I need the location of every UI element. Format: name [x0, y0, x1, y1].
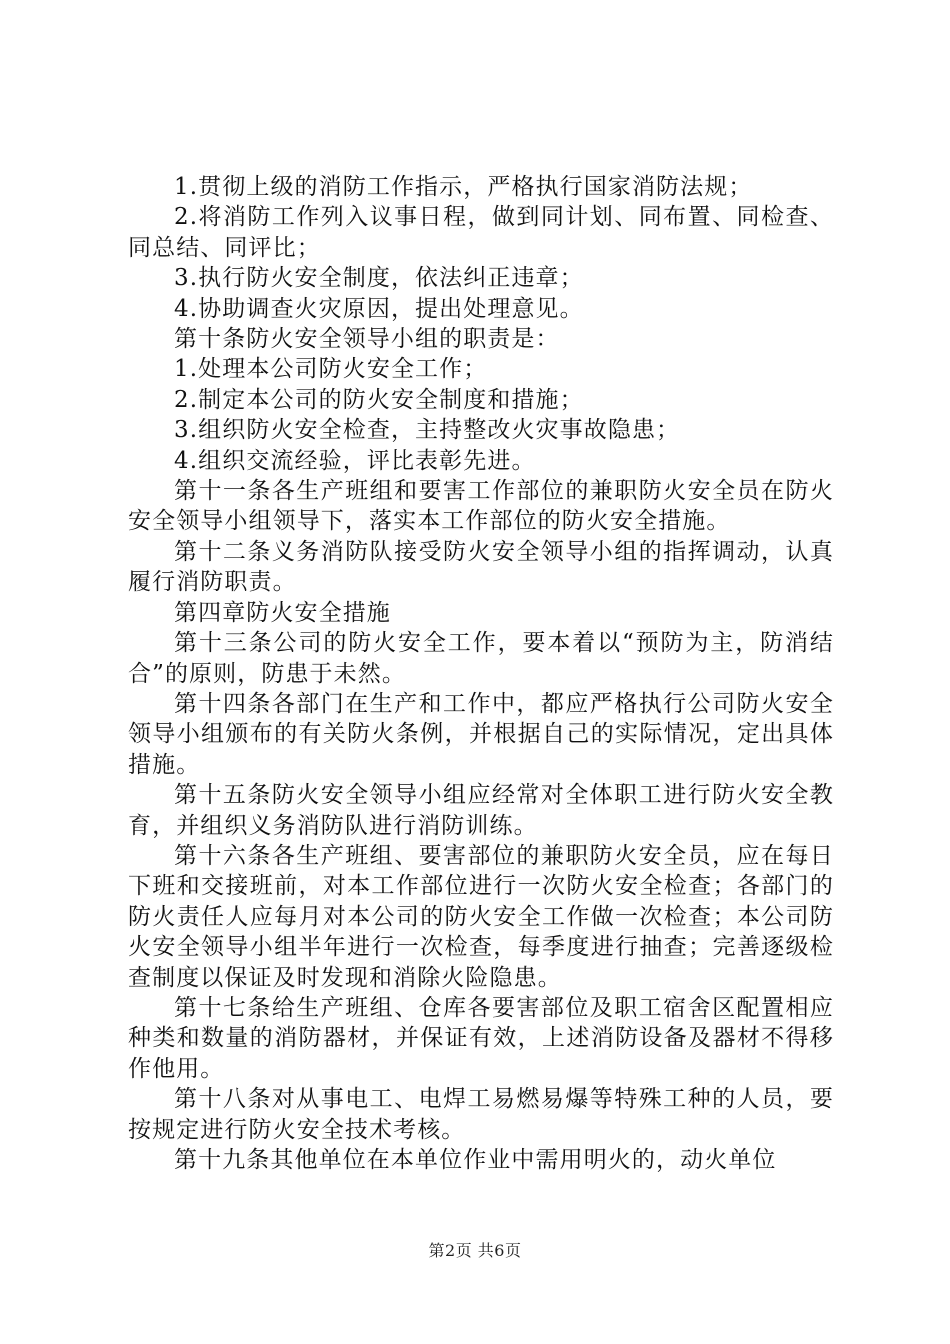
document-body: [128, 172, 834, 1175]
section-heading: 第十条防火安全领导小组的职责是：: [174, 326, 560, 353]
paragraph: 第十八条对从事电工、电焊工易燃易爆等特殊工种的人员，要按规定进行防火安全技术考核。: [128, 1086, 834, 1143]
paragraph: 3.组织防火安全检查，主持整改火灾事故隐患；: [174, 417, 681, 444]
paragraph: 第十四条各部门在生产和工作中，都应严格执行公司防火安全领导小组颁布的有关防火条例，并根据自己的实际情况，定出具体措施。: [128, 690, 834, 778]
paragraph: 2.制定本公司的防火安全制度和措施；: [174, 386, 584, 413]
paragraph: 第十七条给生产班组、仓库各要害部位及职工宿舍区配置相应种类和数量的消防器材，并保证有效，上述消防设备及器材不得移作他用。: [128, 994, 834, 1082]
paragraph: 1.处理本公司防火安全工作；: [174, 356, 488, 383]
paragraph: 第十一条各生产班组和要害工作部位的兼职防火安全员在防火安全领导小组领导下，落实本工作部位的防火安全措施。: [128, 478, 834, 535]
paragraph: 第十二条义务消防队接受防火安全领导小组的指挥调动，认真履行消防职责。: [128, 538, 834, 596]
page-number-footer: 第2页 共6页: [428, 1241, 522, 1260]
paragraph: 第十三条公司的防火安全工作，要本着以“预防为主，防消结合”的原则，防患于未然。: [128, 630, 834, 687]
paragraph: 4.组织交流经验，评比表彰先进。: [174, 447, 536, 474]
paragraph: 4.协助调查火灾原因，提出处理意见。: [174, 295, 584, 322]
paragraph: 第十九条其他单位在本单位作业中需用明火的，动火单位: [174, 1147, 777, 1173]
paragraph: 第十五条防火安全领导小组应经常对全体职工进行防火安全教育，并组织义务消防队进行消防训练。: [128, 782, 834, 839]
paragraph: 2.将消防工作列入议事日程，做到同计划、同布置、同检查、同总结、同评比；: [128, 204, 834, 261]
paragraph: 第十六条各生产班组、要害部位的兼职防火安全员，应在每日下班和交接班前，对本工作部位进行一次防火安全检查；各部门的防火责任人应每月对本公司的防火安全工作做一次检查；本公司防火安全领导小组半年进行一次检查，每季度进行抽查；完善逐级检查制度以保证及时发现和消除火险隐患。: [128, 842, 834, 991]
paragraph: 3.执行防火安全制度，依法纠正违章；: [174, 265, 584, 292]
paragraph: 1.贯彻上级的消防工作指示，严格执行国家消防法规；: [174, 174, 753, 200]
chapter-heading: 第四章防火安全措施: [174, 599, 391, 626]
